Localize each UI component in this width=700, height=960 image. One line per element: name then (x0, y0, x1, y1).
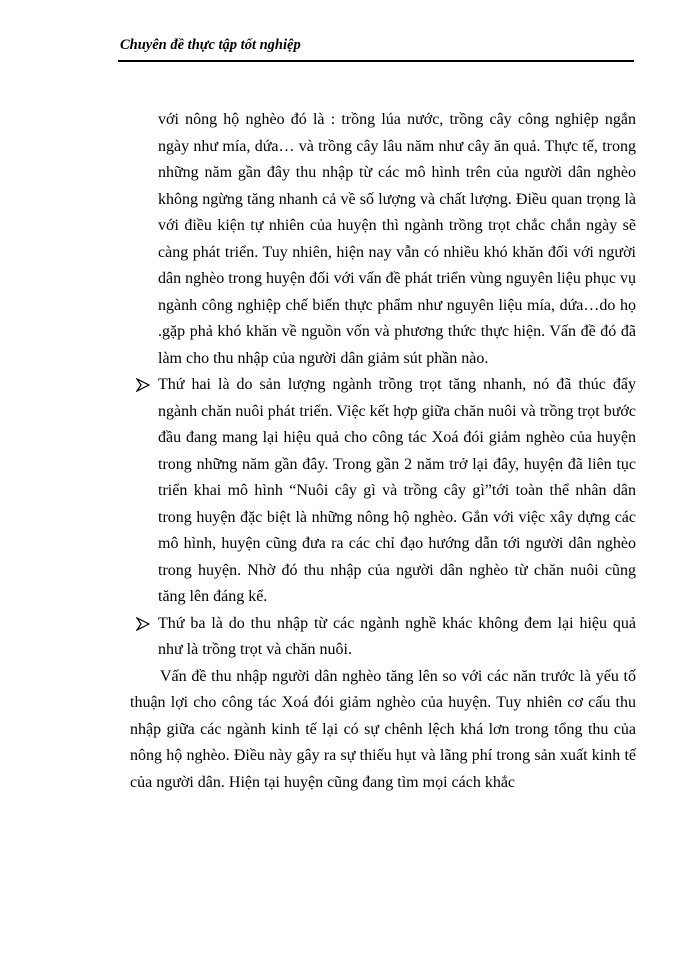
arrowhead-bullet-icon (136, 617, 150, 631)
continuation-paragraph: với nông hộ nghèo đó là : trồng lúa nước, trồng cây công nghiệp ngắn ngày như mía, dứa… và trồng cây lâu năm như cây ăn quả. Thực tế, trong những năm gần đây thu nhập từ các mô hình trên của người dân nghèo không ngừng tăng nhanh cả về số lượng và chất lượng. Điều quan trọng là với điều kiện tự nhiên của huyện thì ngành trồng trọt chắc chắn ngày sẽ càng phát triển. Tuy nhiên, hiện nay vẫn có nhiều khó khăn đối với người dân nghèo trong huyện đối với vấn đề phát triển vùng nguyên liệu phục vụ ngành công nghiệp chế biến thực phẩm như nguyên liệu mía, dứa…do họ .gặp phả khó khăn về nguồn vốn và phương thức thực hiện. Vấn đề đó đã làm cho thu nhập của người dân giảm sút phần nào. (158, 111, 636, 367)
header-title: Chuyên đề thực tập tốt nghiệp (120, 37, 301, 53)
document-body (130, 107, 636, 796)
header-rule (118, 60, 634, 62)
arrowhead-bullet-icon (136, 378, 150, 392)
bullet-text: Thứ hai là do sản lượng ngành trồng trọt tăng nhanh, nó đã thúc đẩy ngành chăn nuôi phát triển. Việc kết hợp giữa chăn nuôi và trồng trọt bước đầu đang mang lại hiệu quả cho công tác Xoá đói giảm nghèo của huyện trong những năm gần đây. Trong gần 2 năm trở lại đây, huyện đã liên tục triển khai mô hình “Nuôi cây gì và trồng cây gì”tới toàn thể nhân dân trong huyện đặc biệt là những nông hộ nghèo. Gắn với việc xây dựng các mô hình, huyện cũng đưa ra các chỉ đạo hướng dẫn tới người dân nghèo trong huyện. Nhờ đó thu nhập của người dân nghèo từ chăn nuôi cũng tăng lên đáng kể. (158, 376, 636, 605)
page-header (118, 37, 634, 54)
bullet-item (130, 611, 636, 664)
bullet-text: Thứ ba là do thu nhập từ các ngành nghề khác không đem lại hiệu quả như là trồng trọt và chăn nuôi. (158, 614, 636, 658)
body-paragraph: Vấn đề thu nhập người dân nghèo tăng lên so với các năn trước là yếu tố thuận lợi cho công tác Xoá đói giảm nghèo của huyện. Tuy nhiên cơ cấu thu nhập giữa các ngành kinh tế lại có sự chênh lệch khá lơn trong tổng thu của nông hộ nghèo. Điều này gây ra sự thiếu hụt và lãng phí trong sản xuất kinh tế của người dân. Hiện tại huyện cũng đang tìm mọi cách khắc (130, 667, 636, 791)
bullet-item (130, 372, 636, 611)
